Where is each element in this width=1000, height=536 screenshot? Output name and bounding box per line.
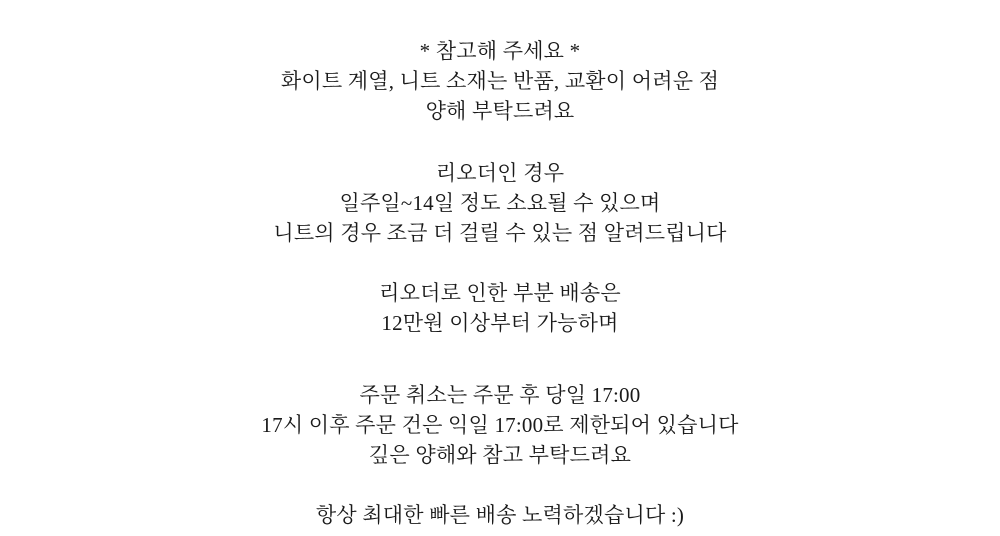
notice-line: 니트의 경우 조금 더 걸릴 수 있는 점 알려드립니다 (273, 221, 727, 245)
notice-line: 리오더로 인한 부분 배송은 (379, 281, 621, 305)
notice-block-reorder-lead-time (0, 158, 1000, 248)
notice-block-order-cancel-policy (0, 380, 1000, 470)
notice-block-header (0, 36, 1000, 126)
notice-block-partial-shipping (0, 278, 1000, 338)
notice-line: 17시 이후 주문 건은 익일 17:00로 제한되어 있습니다 (261, 413, 739, 437)
notice-line: 12만원 이상부터 가능하며 (381, 311, 619, 335)
notice-line: * 참고해 주세요 * (419, 39, 581, 63)
notice-block-closing (0, 500, 1000, 530)
notice-line: 화이트 계열, 니트 소재는 반품, 교환이 어려운 점 (280, 69, 720, 93)
notice-line: 양해 부탁드려요 (425, 99, 575, 123)
notice-line: 깊은 양해와 참고 부탁드려요 (368, 443, 632, 467)
notice-line: 주문 취소는 주문 후 당일 17:00 (359, 383, 641, 407)
notice-line: 항상 최대한 빠른 배송 노력하겠습니다 :) (315, 503, 685, 527)
notice-line: 일주일~14일 정도 소요될 수 있으며 (339, 191, 661, 215)
notice-line: 리오더인 경우 (435, 161, 565, 185)
